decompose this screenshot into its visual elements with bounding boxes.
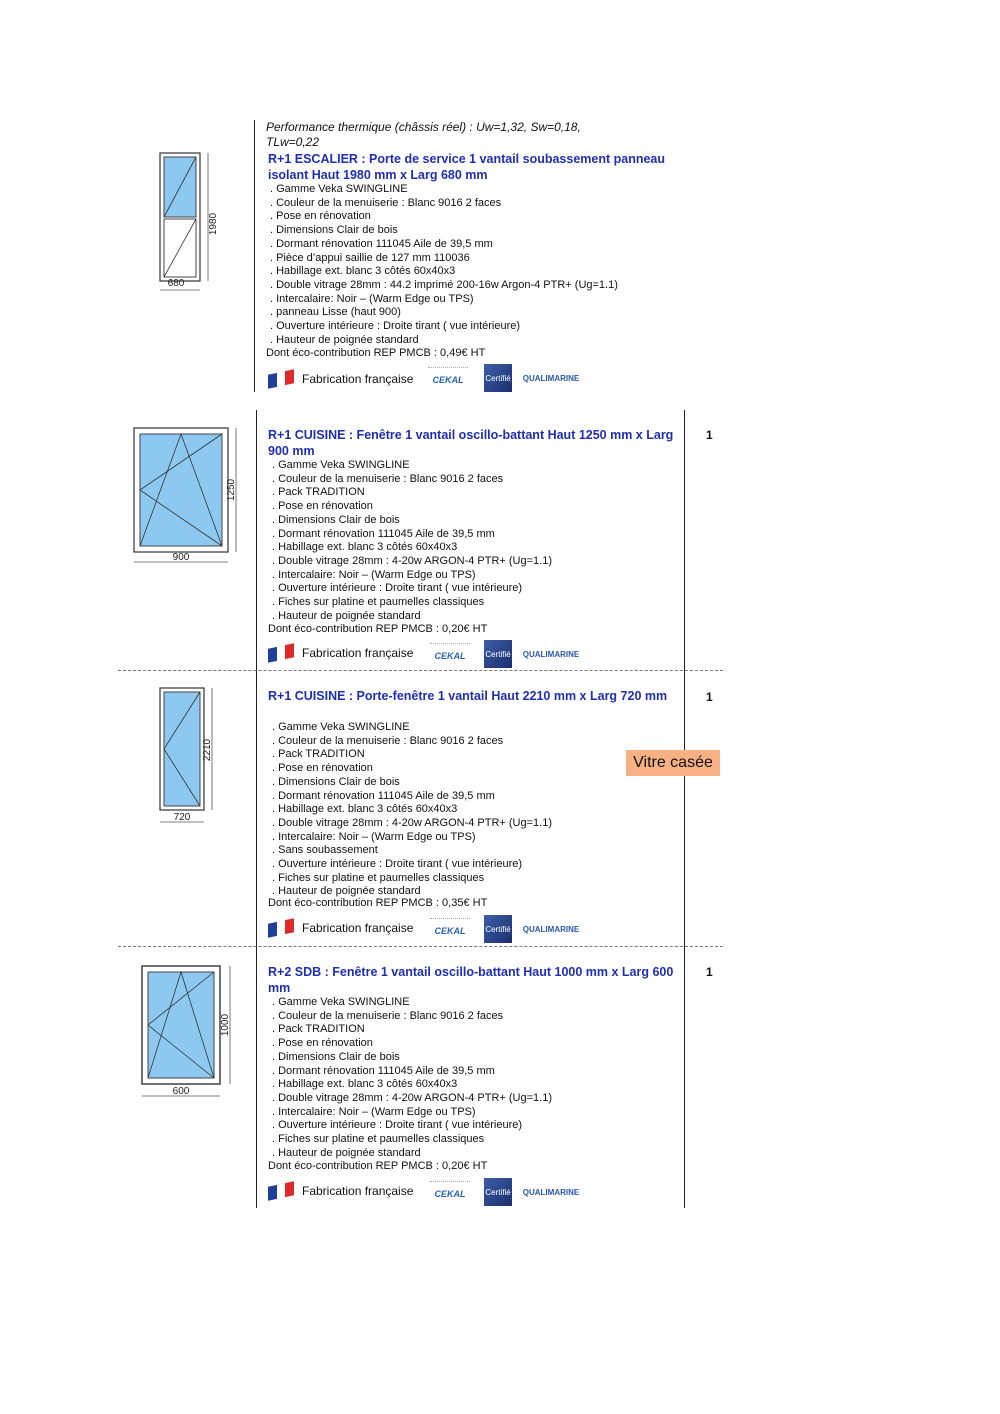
spec-line: . Pose en rénovation bbox=[270, 210, 371, 223]
spec-line: . Fiches sur platine et paumelles classiques bbox=[272, 596, 485, 609]
height-label: 1000 bbox=[220, 1013, 231, 1037]
spec-line: . Intercalaire: Noir – (Warm Edge ou TPS) bbox=[272, 830, 476, 843]
height-label: 1980 bbox=[208, 212, 219, 236]
spec-line: . Pack TRADITION bbox=[272, 486, 365, 499]
spec-line: . Dormant rénovation 111045 Aile de 39,5 mm bbox=[272, 789, 495, 802]
eco-contribution: Dont éco-contribution REP PMCB : 0,49€ HT bbox=[266, 347, 486, 359]
spec-line: . Dormant rénovation 111045 Aile de 39,5 mm bbox=[272, 1064, 495, 1077]
spec-line: . Ouverture intérieure : Droite tirant ( vue intérieure) bbox=[272, 858, 523, 871]
qualimarine-logo: QUALIMARINE bbox=[522, 1187, 580, 1197]
spec-line: . Hauteur de poignée standard bbox=[272, 885, 421, 898]
item-spec-list bbox=[270, 183, 680, 347]
spec-line: . Intercalaire: Noir – (Warm Edge ou TPS) bbox=[270, 292, 474, 305]
cekal-logo: CEKAL bbox=[428, 367, 468, 392]
spec-line: . Dimensions Clair de bois bbox=[272, 513, 400, 526]
qualimarine-logo: QUALIMARINE bbox=[522, 373, 580, 383]
item-separator bbox=[118, 946, 723, 947]
spec-line: . Double vitrage 28mm : 4-20w ARGON-4 PTR+ (Ug=1.1) bbox=[272, 816, 552, 829]
spec-line: . Couleur de la menuiserie : Blanc 9016 2 faces bbox=[272, 472, 504, 485]
spec-line: . Intercalaire: Noir – (Warm Edge ou TPS) bbox=[272, 568, 476, 581]
column-rule bbox=[256, 410, 257, 1208]
spec-line: . Intercalaire: Noir – (Warm Edge ou TPS) bbox=[272, 1105, 476, 1118]
spec-line: . Double vitrage 28mm : 4-20w ARGON-4 PTR+ (Ug=1.1) bbox=[272, 1091, 552, 1104]
thermal-performance: Performance thermique (châssis réel) : Uw=1,32, Sw=0,18, TLw=0,22 bbox=[266, 120, 581, 149]
certified-logo: Certifié bbox=[484, 364, 512, 392]
spec-line: . Double vitrage 28mm : 44.2 imprimé 200-16w Argon-4 PTR+ (Ug=1.1) bbox=[270, 278, 618, 291]
spec-line: . Hauteur de poignée standard bbox=[272, 609, 421, 622]
eco-contribution: Dont éco-contribution REP PMCB : 0,20€ HT bbox=[268, 1160, 488, 1172]
certified-logo: Certifié bbox=[484, 640, 512, 668]
french-flag-icon bbox=[268, 1181, 294, 1201]
width-label: 720 bbox=[173, 812, 191, 823]
spec-line: . Pose en rénovation bbox=[272, 762, 373, 775]
spec-line: . Dimensions Clair de bois bbox=[270, 224, 398, 237]
item-spec-list bbox=[272, 459, 682, 623]
fabrication-label: Fabrication française bbox=[302, 1184, 414, 1198]
item-title: R+1 ESCALIER : Porte de service 1 vantail soubassement panneau isolant Haut 1980 mm x Larg 680 mm bbox=[268, 152, 666, 182]
window-diagram bbox=[128, 424, 248, 569]
certified-logo: Certifié bbox=[484, 1178, 512, 1206]
certified-logo: Certifié bbox=[484, 915, 512, 943]
spec-line: . Habillage ext. blanc 3 côtés 60x40x3 bbox=[270, 265, 456, 278]
qualimarine-logo: QUALIMARINE bbox=[522, 924, 580, 934]
spec-line: . Double vitrage 28mm : 4-20w ARGON-4 PTR+ (Ug=1.1) bbox=[272, 554, 552, 567]
height-label: 2210 bbox=[202, 738, 213, 762]
cekal-logo: CEKAL bbox=[430, 918, 470, 943]
spec-line: . Ouverture intérieure : Droite tirant ( vue intérieure) bbox=[272, 1119, 523, 1132]
item-title: R+2 SDB : Fenêtre 1 vantail oscillo-battant Haut 1000 mm x Larg 600 mm bbox=[268, 965, 674, 995]
fabrication-francaise bbox=[268, 915, 413, 941]
spec-line: . Gamme Veka SWINGLINE bbox=[270, 183, 408, 195]
spec-line: . Gamme Veka SWINGLINE bbox=[272, 996, 410, 1008]
spec-line: . Fiches sur platine et paumelles classiques bbox=[272, 1133, 485, 1146]
fabrication-label: Fabrication française bbox=[302, 921, 414, 935]
spec-line: . Dimensions Clair de bois bbox=[272, 775, 400, 788]
cekal-logo: CEKAL bbox=[430, 643, 470, 668]
spec-line: . Gamme Veka SWINGLINE bbox=[272, 721, 410, 733]
fabrication-francaise bbox=[268, 1178, 413, 1204]
item-separator bbox=[118, 670, 723, 671]
width-label: 900 bbox=[172, 552, 190, 563]
spec-line: . Pack TRADITION bbox=[272, 748, 365, 761]
eco-contribution: Dont éco-contribution REP PMCB : 0,20€ HT bbox=[268, 623, 488, 635]
spec-line: . Habillage ext. blanc 3 côtés 60x40x3 bbox=[272, 803, 458, 816]
item-spec-list bbox=[272, 721, 682, 899]
spec-line: . Pack TRADITION bbox=[272, 1023, 365, 1036]
annotation-note: Vitre casée bbox=[626, 750, 720, 776]
spec-line: . Sans soubassement bbox=[272, 844, 378, 857]
spec-line: . Dimensions Clair de bois bbox=[272, 1050, 400, 1063]
item-quantity: 1 bbox=[706, 965, 713, 979]
fabrication-label: Fabrication française bbox=[302, 372, 414, 386]
item-spec-list bbox=[272, 996, 682, 1160]
spec-line: . Couleur de la menuiserie : Blanc 9016 2 faces bbox=[270, 196, 502, 209]
spec-line: . panneau Lisse (haut 900) bbox=[270, 306, 401, 319]
french-flag-icon bbox=[268, 643, 294, 663]
fabrication-francaise bbox=[268, 640, 413, 666]
item-quantity: 1 bbox=[706, 690, 713, 704]
width-label: 600 bbox=[172, 1086, 190, 1097]
french-flag-icon bbox=[268, 918, 294, 938]
spec-line: . Couleur de la menuiserie : Blanc 9016 2 faces bbox=[272, 1009, 504, 1022]
door-diagram bbox=[150, 148, 222, 296]
french-door-diagram bbox=[152, 684, 224, 829]
fabrication-label: Fabrication française bbox=[302, 646, 414, 660]
spec-line: . Ouverture intérieure : Droite tirant ( vue intérieure) bbox=[272, 582, 523, 595]
cekal-logo: CEKAL bbox=[430, 1181, 470, 1206]
spec-line: . Pose en rénovation bbox=[272, 1037, 373, 1050]
item-title: R+1 CUISINE : Porte-fenêtre 1 vantail Haut 2210 mm x Larg 720 mm bbox=[268, 689, 668, 703]
width-label: 680 bbox=[167, 278, 185, 289]
item-title: R+1 CUISINE : Fenêtre 1 vantail oscillo-battant Haut 1250 mm x Larg 900 mm bbox=[268, 428, 674, 458]
spec-line: . Pose en rénovation bbox=[272, 500, 373, 513]
spec-line: . Habillage ext. blanc 3 côtés 60x40x3 bbox=[272, 541, 458, 554]
column-rule bbox=[254, 120, 255, 392]
window-diagram bbox=[136, 960, 246, 1105]
spec-line: . Dormant rénovation 111045 Aile de 39,5 mm bbox=[272, 527, 495, 540]
spec-line: . Couleur de la menuiserie : Blanc 9016 2 faces bbox=[272, 734, 504, 747]
item-quantity: 1 bbox=[706, 428, 713, 442]
fabrication-francaise bbox=[268, 366, 413, 392]
spec-line: . Fiches sur platine et paumelles classiques bbox=[272, 871, 485, 884]
spec-line: . Ouverture intérieure : Droite tirant ( vue intérieure) bbox=[270, 320, 521, 333]
qualimarine-logo: QUALIMARINE bbox=[522, 649, 580, 659]
spec-line: . Hauteur de poignée standard bbox=[272, 1146, 421, 1159]
eco-contribution: Dont éco-contribution REP PMCB : 0,35€ HT bbox=[268, 897, 488, 909]
height-label: 1250 bbox=[226, 478, 237, 502]
spec-line: . Gamme Veka SWINGLINE bbox=[272, 459, 410, 471]
spec-line: . Hauteur de poignée standard bbox=[270, 333, 419, 346]
spec-line: . Pièce d’appui saillie de 127 mm 110036 bbox=[270, 251, 470, 264]
qty-column-rule bbox=[684, 410, 685, 1208]
spec-line: . Habillage ext. blanc 3 côtés 60x40x3 bbox=[272, 1078, 458, 1091]
french-flag-icon bbox=[268, 369, 294, 389]
spec-line: . Dormant rénovation 111045 Aile de 39,5 mm bbox=[270, 237, 493, 250]
